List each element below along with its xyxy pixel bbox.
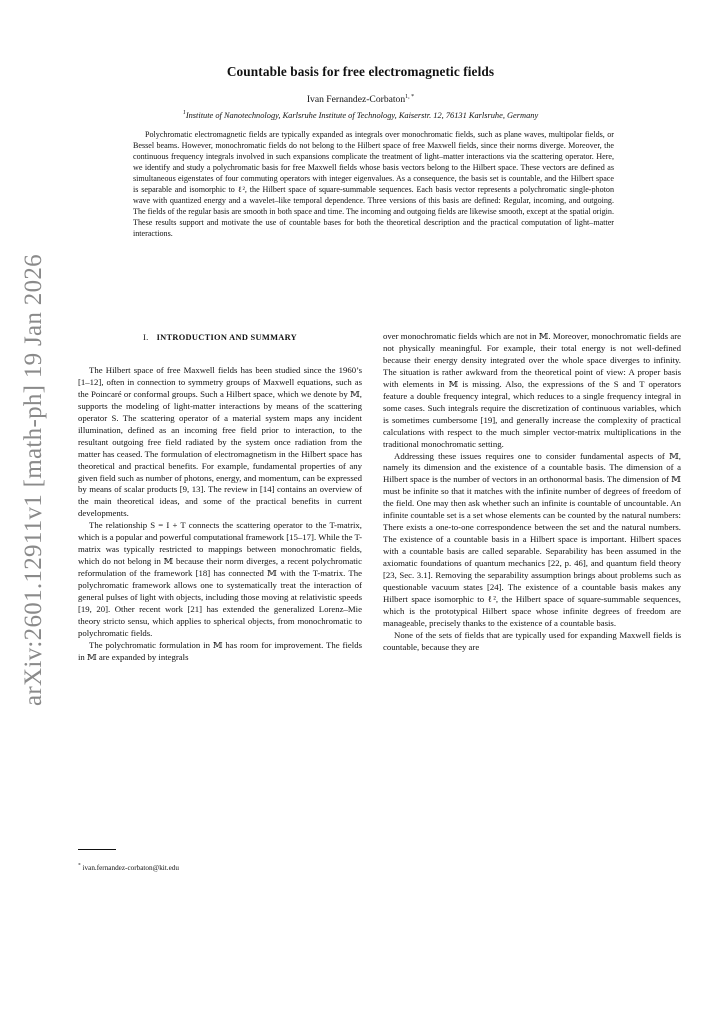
affiliation-line: [0, 111, 721, 120]
left-column: [78, 332, 362, 664]
right-paragraph-1: over monochromatic fields which are not in 𝕄. Moreover, monochromatic fields are not physically meaningful. For example, their total energy is not well-defined because their energy density integrated over the whole space diverges to infinity. The situation is rather awkward from the theoretical point of view: A proper basis with elements in 𝕄 is missing. Also, the expressions of the S and T operators feature a double frequency integral, which reduces to a single frequency integral in some cases. Such integrals require the discretization of continuous variables, which is sometimes cumbersome [19], and generally increase the complexity of practical calculations with respect to the much simpler vector-matrix multiplications in the traditional monochromatic setting.: [383, 331, 681, 449]
arxiv-identifier: arXiv:2601.12911v1 [math-ph] 19 Jan 2026: [20, 254, 47, 706]
arxiv-sidebar-stamp: [18, 230, 50, 730]
section-number: I.: [142, 332, 149, 342]
author-line: [0, 94, 721, 105]
section-heading: [78, 332, 362, 344]
right-paragraph-3: None of the sets of fields that are typically used for expanding Maxwell fields is countable, because they are: [383, 629, 681, 652]
section-title: INTRODUCTION AND SUMMARY: [156, 333, 298, 342]
footnote-mark: *: [78, 862, 81, 869]
affiliation-mark: 1: [182, 110, 186, 117]
author-name: Ivan Fernandez-Corbaton: [306, 94, 406, 105]
affiliation-text: Institute of Nanotechnology, Karlsruhe Institute of Technology, Kaiserstr. 12, 76131 Karlsruhe, Germany: [185, 111, 539, 120]
right-paragraph-2: Addressing these issues requires one to consider fundamental aspects of 𝕄, namely its dimension and the existence of a countable basis. The dimension of a Hilbert space is the number of vectors in an orthonormal basis. The dimension of 𝕄 must be infinite so that it matches with the infinite number of degrees of freedom of the field. One may then ask whether such an infinite is countable of uncountable. An infinite countable set is a set whose elements can be counted by the natural numbers: There exists a one-to-one correspondence between the set and the natural numbers. The existence of a countable basis in a Hilbert space is important. Hilbert spaces with a countable basis are called separable. Separability has been assumed in the axiomatic foundations of quantum mechanics [22, p. 46], and quantum field theory [23, Sec. 3.1]. Removing the separability assumption brings about problems such as questionable vacuum states [24]. The existence of a countable basis makes any Hilbert space isomorphic to ℓ², the Hilbert space of square-summable sequences, which is the prototypical Hilbert space whose infinite degrees of freedom are manageable, precisely thanks to the existence of a countable basis.: [383, 450, 681, 628]
left-paragraph-2: The relationship S = I + T connects the scattering operator to the T-matrix, which is a popular and powerful computational framework [15–17]. While the T-matrix was typically restricted to mappings between monochromatic fields, which do not belong in 𝕄 because their norm diverges, a recent polychromatic reformulation of the framework [18] has connected 𝕄 with the T-matrix. The polychromatic framework allows one to systematically treat the interaction of general pulses of light with objects, including those moving at relativistic speeds [19, 20]. Other recent work [21] has extended the generalized Lorenz–Mie theory stricto sensu, which applies to spherical objects, from monochromatic to polychromatic fields.: [78, 520, 362, 638]
footnote-email: ivan.fernandez-corbaton@kit.edu: [82, 864, 179, 872]
footnote: [78, 864, 179, 872]
author-marks: 1, *: [405, 93, 415, 100]
left-paragraph-1: The Hilbert space of free Maxwell fields has been studied since the 1960’s [1–12], often in connection to symmetry groups of Maxwell equations, such as the Poincaré or conformal groups. Such a Hilbert space, which we denote by 𝕄, supports the modeling of light-matter interactions by means of the scattering operator S. The scattering operator of a material system maps any incident illumination, defined as an incoming free field prior to interaction, to the resultant outgoing free field radiated by the system once radiation from the matter has ceased. The formulation of electromagnetism in the Hilbert space has theoretical and practical benefits. For example, fundamental properties of any given field such as number of photons, energy, and momentum, can be expressed by means of scalar products [9, 13]. The review in [14] contains an overview of the main theoretical ideas, and some of the practical benefits in current developments.: [78, 364, 362, 519]
paper-title: Countable basis for free electromagnetic fields: [226, 64, 495, 79]
abstract: Polychromatic electromagnetic fields are typically expanded as integrals over monochromatic fields, such as plane waves, multipolar fields, or Bessel beams. However, monochromatic fields do not belong to the Hilbert space of free Maxwell fields, since their norms diverge. Moreover, the continuous frequency integrals involved in such expansions complicate the treatment of light–matter interactions via the scattering operator. Here, we identify and study a polychromatic basis for free Maxwell fields whose basis vectors belong to the Hilbert space. These vectors are defined as simultaneous eigenstates of four commuting operators with integer eigenvalues. As a consequence, the basis set is countable, and the Hilbert space is separable and isomorphic to ℓ², the Hilbert space of square-summable sequences. Each basis vector represents a polychromatic single-photon wave with quantized energy and a wavelet–like temporal dependence. Three versions of this basis are defined: Regular, incoming, and outgoing. The fields of the regular basis are smooth in both space and time. The incoming and outgoing fields are likewise smooth, except at the spatial origin. These results support and motivate the use of countable bases for both the theoretical description and the practical computation of light–matter interactions.: [133, 130, 614, 239]
footnote-rule: [78, 849, 116, 850]
right-column: [383, 331, 681, 654]
left-paragraph-3: The polychromatic formulation in 𝕄 has room for improvement. The fields in 𝕄 are expanded by integrals: [78, 639, 362, 662]
